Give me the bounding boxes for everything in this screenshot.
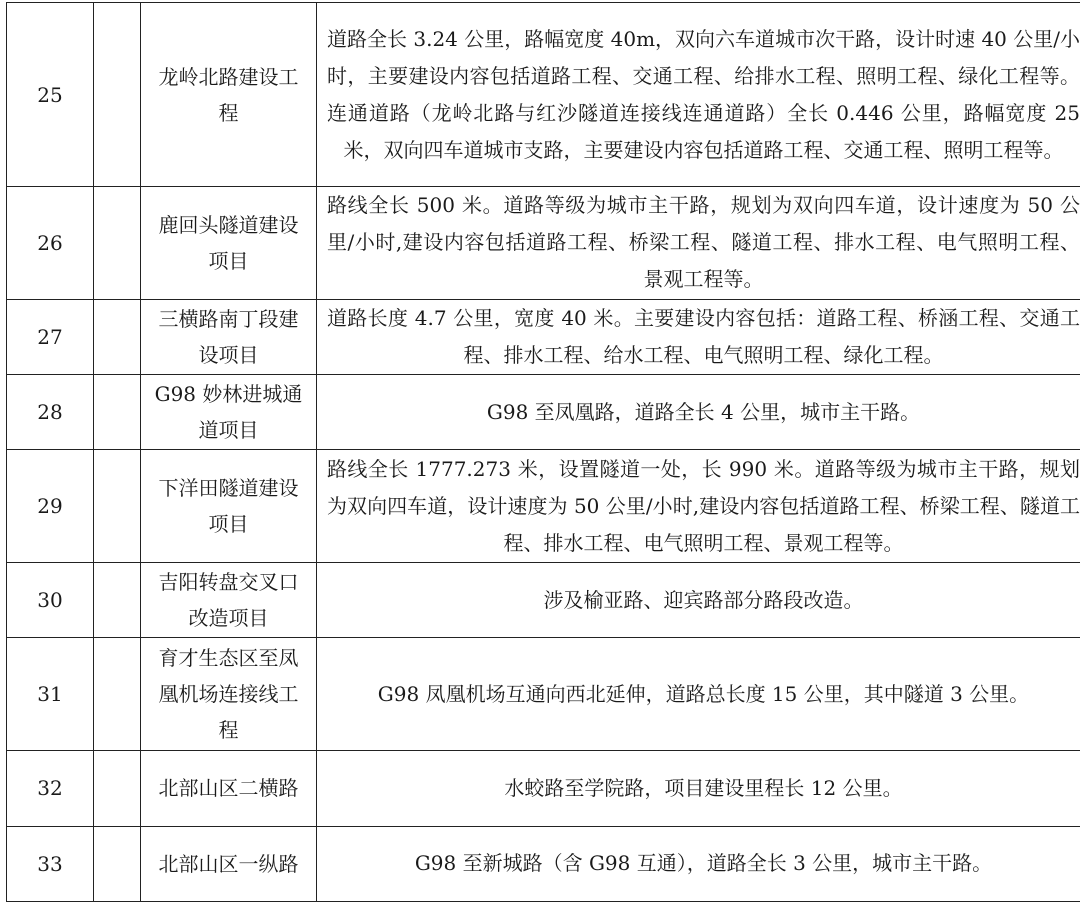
- table-row: [7, 299, 1080, 374]
- blank-cell: [94, 299, 141, 374]
- blank-cell: [94, 638, 141, 751]
- project-description: G98 至凤凰路，道路全长 4 公里，城市主干路。: [317, 375, 1080, 450]
- row-number: 30: [7, 563, 94, 638]
- project-description: 路线全长 1777.273 米，设置隧道一处，长 990 米。道路等级为城市主干路，规划为双向四车道，设计速度为 50 公里/小时,建设内容包括道路工程、桥梁工程、隧道工程、排水工程、电气照明工程、景观工程等。: [317, 450, 1080, 563]
- table-row: [7, 3, 1080, 187]
- blank-cell: [94, 3, 141, 187]
- blank-cell: [94, 450, 141, 563]
- project-table: [6, 2, 1080, 902]
- project-description: 水蛟路至学院路，项目建设里程长 12 公里。: [317, 751, 1080, 826]
- blank-cell: [94, 375, 141, 450]
- row-number: 26: [7, 187, 94, 300]
- row-number: 25: [7, 3, 94, 187]
- project-name: 下洋田隧道建设项目: [141, 450, 317, 563]
- row-number: 33: [7, 826, 94, 901]
- project-description: 路线全长 500 米。道路等级为城市主干路，规划为双向四车道，设计速度为 50 公里/小时,建设内容包括道路工程、桥梁工程、隧道工程、排水工程、电气照明工程、景观工程等。: [317, 187, 1080, 300]
- blank-cell: [94, 826, 141, 901]
- row-number: 31: [7, 638, 94, 751]
- project-name: 北部山区一纵路: [141, 826, 317, 901]
- row-number: 28: [7, 375, 94, 450]
- project-name: 鹿回头隧道建设项目: [141, 187, 317, 300]
- blank-cell: [94, 563, 141, 638]
- row-number: 32: [7, 751, 94, 826]
- project-name: G98 妙林进城通道项目: [141, 375, 317, 450]
- project-name: 龙岭北路建设工程: [141, 3, 317, 187]
- table-row: [7, 638, 1080, 751]
- project-name: 三横路南丁段建设项目: [141, 299, 317, 374]
- project-description: 涉及榆亚路、迎宾路部分路段改造。: [317, 563, 1080, 638]
- project-description: 道路长度 4.7 公里，宽度 40 米。主要建设内容包括：道路工程、桥涵工程、交通工程、排水工程、给水工程、电气照明工程、绿化工程。: [317, 299, 1080, 374]
- table-row: [7, 187, 1080, 300]
- project-name: 育才生态区至凤凰机场连接线工程: [141, 638, 317, 751]
- row-number: 29: [7, 450, 94, 563]
- blank-cell: [94, 187, 141, 300]
- project-description: 道路全长 3.24 公里，路幅宽度 40m，双向六车道城市次干路，设计时速 40 公里/小时，主要建设内容包括道路工程、交通工程、给排水工程、照明工程、绿化工程等。连通道路（龙岭北路与红沙隧道连接线连通道路）全长 0.446 公里，路幅宽度 25 米，双向四车道城市支路，主要建设内容包括道路工程、交通工程、照明工程等。: [317, 3, 1080, 187]
- blank-cell: [94, 751, 141, 826]
- table-row: [7, 563, 1080, 638]
- project-description: G98 凤凰机场互通向西北延伸，道路总长度 15 公里，其中隧道 3 公里。: [317, 638, 1080, 751]
- project-name: 吉阳转盘交叉口改造项目: [141, 563, 317, 638]
- table-row: [7, 375, 1080, 450]
- table-row: [7, 826, 1080, 901]
- project-name: 北部山区二横路: [141, 751, 317, 826]
- table-row: [7, 751, 1080, 826]
- table-row: [7, 450, 1080, 563]
- project-description: G98 至新城路（含 G98 互通），道路全长 3 公里，城市主干路。: [317, 826, 1080, 901]
- row-number: 27: [7, 299, 94, 374]
